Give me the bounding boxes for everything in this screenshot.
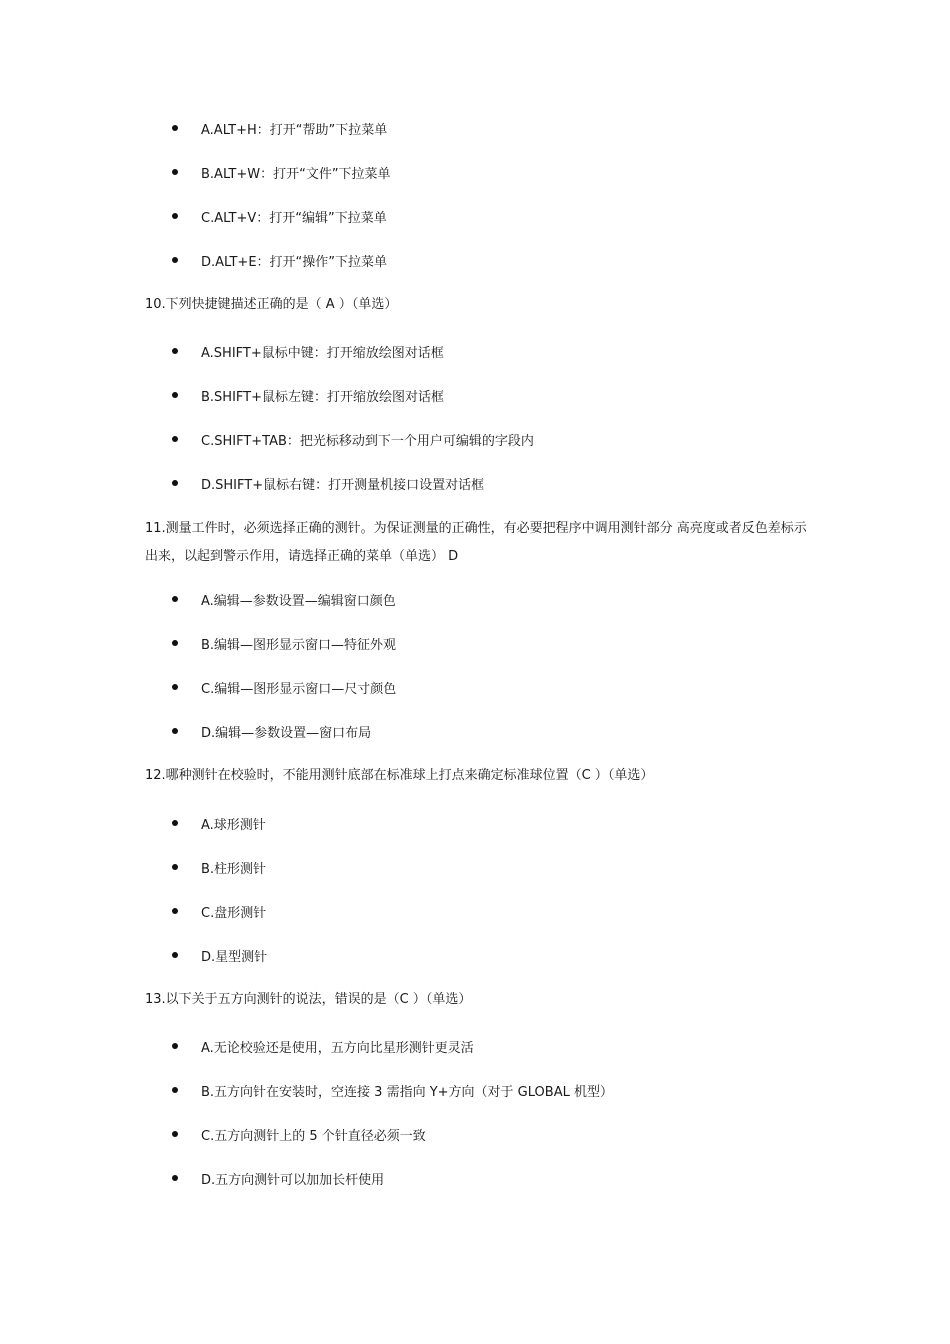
- option-text: A.无论校验还是使用，五方向比星形测针更灵活: [201, 1041, 474, 1056]
- bullet-icon: [172, 596, 178, 602]
- bullet-icon: [172, 640, 178, 646]
- option-text: D.ALT+E：打开“操作”下拉菜单: [201, 255, 388, 270]
- question-text: 10.下列快捷键描述正确的是（ A ）（单选）: [145, 297, 398, 312]
- option-text: A.编辑—参数设置—编辑窗口颜色: [201, 594, 396, 609]
- bullet-icon: [172, 908, 178, 914]
- bullet-icon: [172, 952, 178, 958]
- bullet-icon: [172, 728, 178, 734]
- bullet-icon: [172, 820, 178, 826]
- option-text: D.星型测针: [201, 950, 268, 965]
- option-text: C.编辑—图形显示窗口—尺寸颜色: [201, 682, 397, 697]
- option-text: A.球形测针: [201, 818, 266, 833]
- option-text: C.五方向测针上的 5 个针直径必须一致: [201, 1129, 426, 1144]
- option-text: B.编辑—图形显示窗口—特征外观: [201, 638, 397, 653]
- bullet-icon: [172, 257, 178, 263]
- bullet-icon: [172, 213, 178, 219]
- option-text: D.五方向测针可以加加长杆使用: [201, 1173, 385, 1188]
- option-text: A.ALT+H：打开“帮助”下拉菜单: [201, 123, 388, 138]
- option-text: B.SHIFT+鼠标左键：打开缩放绘图对话框: [201, 390, 444, 405]
- bullet-icon: [172, 436, 178, 442]
- bullet-icon: [172, 480, 178, 486]
- option-text: B.ALT+W：打开“文件”下拉菜单: [201, 167, 391, 182]
- bullet-icon: [172, 348, 178, 354]
- option-text: C.ALT+V：打开“编辑”下拉菜单: [201, 211, 387, 226]
- bullet-icon: [172, 1087, 178, 1093]
- bullet-icon: [172, 1175, 178, 1181]
- option-text: A.SHIFT+鼠标中键：打开缩放绘图对话框: [201, 346, 444, 361]
- question-text: 11.测量工件时，必须选择正确的测针。为保证测量的正确性，有必要把程序中调用测针部分 高亮度或者反色差标示出来，以起到警示作用，请选择正确的菜单（单选） D: [145, 521, 807, 564]
- bullet-icon: [172, 684, 178, 690]
- option-text: B.柱形测针: [201, 862, 267, 877]
- bullet-icon: [172, 392, 178, 398]
- question-text: 12.哪种测针在校验时，不能用测针底部在标准球上打点来确定标准球位置（C ）（单选）: [145, 768, 654, 783]
- option-text: D.SHIFT+鼠标右键：打开测量机接口设置对话框: [201, 478, 485, 493]
- bullet-icon: [172, 864, 178, 870]
- option-text: D.编辑—参数设置—窗口布局: [201, 726, 372, 741]
- bullet-icon: [172, 169, 178, 175]
- bullet-icon: [172, 125, 178, 131]
- option-text: C.SHIFT+TAB：把光标移动到下一个用户可编辑的字段内: [201, 434, 534, 449]
- question-text: 13.以下关于五方向测针的说法，错误的是（C ）（单选）: [145, 992, 472, 1007]
- option-text: C.盘形测针: [201, 906, 267, 921]
- option-text: B.五方向针在安装时，空连接 3 需指向 Y+方向（对于 GLOBAL 机型）: [201, 1085, 613, 1100]
- bullet-icon: [172, 1131, 178, 1137]
- bullet-icon: [172, 1043, 178, 1049]
